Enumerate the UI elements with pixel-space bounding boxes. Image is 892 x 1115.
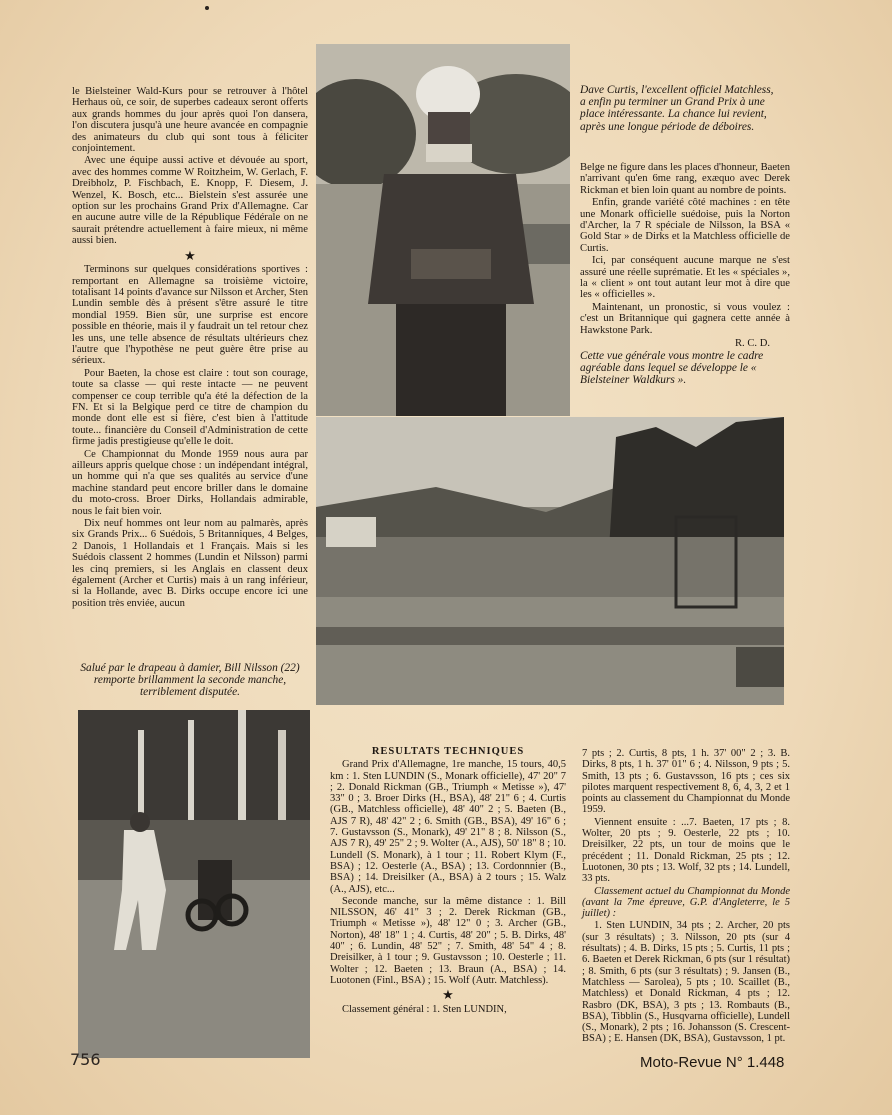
paragraph: Maintenant, un pronostic, si vous voulez : c'est un Britannique qui gagnera cette année à Hawkstone Park. xyxy=(580,301,790,336)
results-paragraph: Classement général : 1. Sten LUNDIN, xyxy=(342,1003,507,1015)
paragraph: Enfin, grande variété côté machines : en tête une Monark officielle suédoise, puis la Norton d'Archer, la 7 R spéciale de Nilsson, la BSA « Gold Star » de Dirks et la Matchless officielle de Curtis. xyxy=(580,197,790,254)
results-paragraph: Grand Prix d'Allemagne, 1re manche, 15 tours, 40,5 km : 1. Sten LUNDIN (S., Monark officielle), 47' 20" 7 ; 2. Donald Rickman (GB., Triumph « Metisse »), 47' 33" 0 ; 3. Broer Dirks (H., BSA), 48' 21" 6 ; 4. Curtis (GB., Matchless officielle), 48' 40" 2 ; 5. Baeten (B., AJS 7 R), 48' 42" 2 ; 6. Smith (GB., BSA), 49' 16" 6 ; 7. Gustavsson (S., Monark), 49' 21" 8 ; 8. Nilsson (S., AJS 7 R), 49' 25" 2 ; 9. Wolter (A., AJS), 50' 18" 8 ; 10. Lundell (S. Monark), à 1 tour ; 11. Robert Klym (F., BSA) ; 12. Oesterle (A., BSA) ; 13. Cordonnnier (B., BSA) ; 14. Dreisilker (A., BSA) à 2 tours ; 15. Walz (A., AJS), etc... xyxy=(330,759,566,895)
rider-portrait-image xyxy=(316,44,570,416)
photo-dave-curtis xyxy=(316,44,570,416)
star-separator: ★ xyxy=(442,987,454,1003)
caption-curtis: Dave Curtis, l'excellent officiel Matchless, a enfin pu terminer un Grand Prix à une place intéressante. La chance lui revient, après une longue période de déboires. xyxy=(580,84,774,133)
results-title: RESULTATS TECHNIQUES xyxy=(371,746,525,757)
star-separator: ★ xyxy=(184,247,196,263)
paragraph: Dix neuf hommes ont leur nom au palmarès, après six Grands Prix... 6 Suédois, 5 Britanniques, 4 Belges, 2 Danois, 1 Hollandais et 1 Français. Mais si les Suédois classent 2 hommes (Lundin et Nilsson) parmi les cinq premiers, si les Anglais en classent deux également (Archer et Curtis) mais à un rang inférieur, si la Hollande, avec B. Dirks occupe encore ici une position très enviée, aucun xyxy=(72,518,308,609)
results-paragraph: 1. Sten LUNDIN, 34 pts ; 2. Archer, 20 pts (sur 3 résultats) ; 3. Nilsson, 20 pts (sur 4 résultats) ; 4. B. Dirks, 15 pts ; 5. Curtis, 11 pts ; 6. Baeten et Derek Rickman, 6 pts (sur 1 résultat) ; 8. Smith, 6 pts (sur 3 résultats) ; 9. Jansen (B., Matchless — Sarolea), 5 pts ; 10. Scaillet (B., Matchless) et Donald Rickman, 4 pts ; 12. Rasbro (DK, BSA), 3 pts ; 13. Rombauts (B., BSA), Tibblin (S., Husqvarna officielle), Lundell (S., Monark), 2 pts ; 16. Johansson (S. Crescent-BSA) ; E. Hansen (DK, BSA), Gustavsson, 1 pt. xyxy=(582,920,790,1045)
signature: R. C. D. xyxy=(734,338,770,350)
magazine-issue: Moto-Revue N° 1.448 xyxy=(640,1054,785,1071)
photo-bielstein-track xyxy=(316,417,784,705)
results-paragraph: Seconde manche, sur la même distance : 1. Bill NILSSON, 46' 41" 3 ; 2. Derek Rickman (GB., Triumph « Metisse »), 48' 12" 0 ; 3. Archer (GB., Norton), 48' 18" 1 ; 4. Curtis, 48' 20" ; 5. B. Dirks, 48' 40" ; 6. Lundin, 48' 52" ; 7. Smith, 48' 54" 4 ; 8. Dreisilker, à 1 tour ; 9. Gustavsson ; 10. Oesterle ; 11. Wolter ; 12. Baeten ; 13. Braun (A., BSA) ; 14. Luotonen (Finl., BSA) ; 15. Wolf (Autr. Matchless). xyxy=(330,895,566,986)
caption-nilsson: Salué par le drapeau à damier, Bill Nilsson (22) remporte brillamment la seconde manche, terriblement disputée. xyxy=(80,662,300,699)
paragraph: Belge ne figure dans les places d'honneur, Baeten n'arrivant qu'en 6me rang, exæquo avec Derek Rickman et bien loin quant au nombre de points. xyxy=(580,162,790,196)
track-panorama-image xyxy=(316,417,784,705)
paragraph: le Bielsteiner Wald-Kurs pour se retrouver à l'hôtel Herhaus où, ce soir, de superbes cadeaux seront offerts aux grands hommes du jour après quoi l'on dansera, l'on discutera jusqu'à une heure avancée en compagnie des animateurs du club qui sont tous à féliciter conjointement. xyxy=(72,86,308,155)
results-paragraph: Classement actuel du Championnat du Monde (avant la 7me épreuve, G.P. d'Angleterre, le 5 juillet) : xyxy=(582,885,790,920)
paragraph: Avec une équipe aussi active et dévouée au sport, avec des hommes comme W Roitzheim, W. Gerlach, F. Dreibholz, P. Fischbach, E. Knopp, F. Diesem, J. Wenzel, K. Bosch, etc... Bielstein s'est assurée une option sur les prochains Grand Prix d'Allemagne. Car en aucune autre ville de la République Fédérale on ne saurait prétendre actuellement à faire mieux, ni même aussi bien. xyxy=(72,155,308,247)
left-article-column xyxy=(72,86,308,610)
page-number: 756 xyxy=(70,1050,101,1069)
paragraph: Terminons sur quelques considérations sportives : remportant en Allemagne sa troisième victoire, totalisant 14 points d'avance sur Nilsson et Archer, Sten Lundin semble dès à présent s'être assuré le titre mondial 1959. Bien sûr, une surprise est encore possible en théorie, mais il y faudrait un tel retour chez les uns, une telle absence de résultats ultérieurs chez l'autre que l'hypothèse ne peut guère être prise au sérieux. xyxy=(72,264,308,367)
checkered-flag-image xyxy=(78,710,310,1058)
results-paragraph: 7 pts ; 2. Curtis, 8 pts, 1 h. 37' 00" 2 ; 3. B. Dirks, 8 pts, 1 h. 37' 01" 6 ; 4. Nilsson, 9 pts ; 5. Smith, 13 pts ; 6. Gustavsson, 16 pts ; ces six pilotes marquent respectivement 8, 6, 4, 3, 2 et 1 points au classement du Championnat du Monde 1959. xyxy=(582,748,790,816)
ink-dot xyxy=(205,6,209,10)
results-column-1 xyxy=(330,746,566,1016)
paragraph: Ici, par conséquent aucune marque ne s'est assuré une réelle suprématie. Et les « spéciales », la « client » ont tout autant leur mot à dire que les « officielles ». xyxy=(580,255,790,301)
caption-bielstein: Cette vue générale vous montre le cadre agréable dans lequel se développe le « Bielsteiner Waldkurs ». xyxy=(580,350,764,387)
photo-nilsson-flag xyxy=(78,710,310,1058)
results-paragraph: Viennent ensuite : ...7. Baeten, 17 pts ; 8. Wolter, 20 pts ; 9. Oesterle, 22 pts ; 10. Dreisilker, 22 pts, un tour de moins que le précédent ; 11. Donald Rickman, 25 pts ; 12. Luotonen, 30 pts ; 13. Wolf, 32 pts ; 14. Lundell, 33 pts. xyxy=(582,816,790,885)
paragraph: Ce Championnat du Monde 1959 nous aura par ailleurs appris quelque chose : un indépendant intégral, un homme qui n'a que ses qualités au service d'une machine standard peut encore briller dans le domaine du moto-cross. Broer Dirks, Hollandais admirable, nous le fait bien voir. xyxy=(72,448,308,517)
paragraph: Pour Baeten, la chose est claire : tout son courage, toute sa classe — qui reste intacte — ne peuvent compenser ce coup terrible qu'a été la défection de la FN. Et si la Belgique perd ce titre de champion du monde dont elle est si fière, c'est bien à l'attitude toute... financière du Conseil d'Administration de cette firme jadis prestigieuse qu'elle le doit. xyxy=(72,367,308,448)
right-article-column xyxy=(580,162,790,350)
results-column-2 xyxy=(582,748,790,1046)
